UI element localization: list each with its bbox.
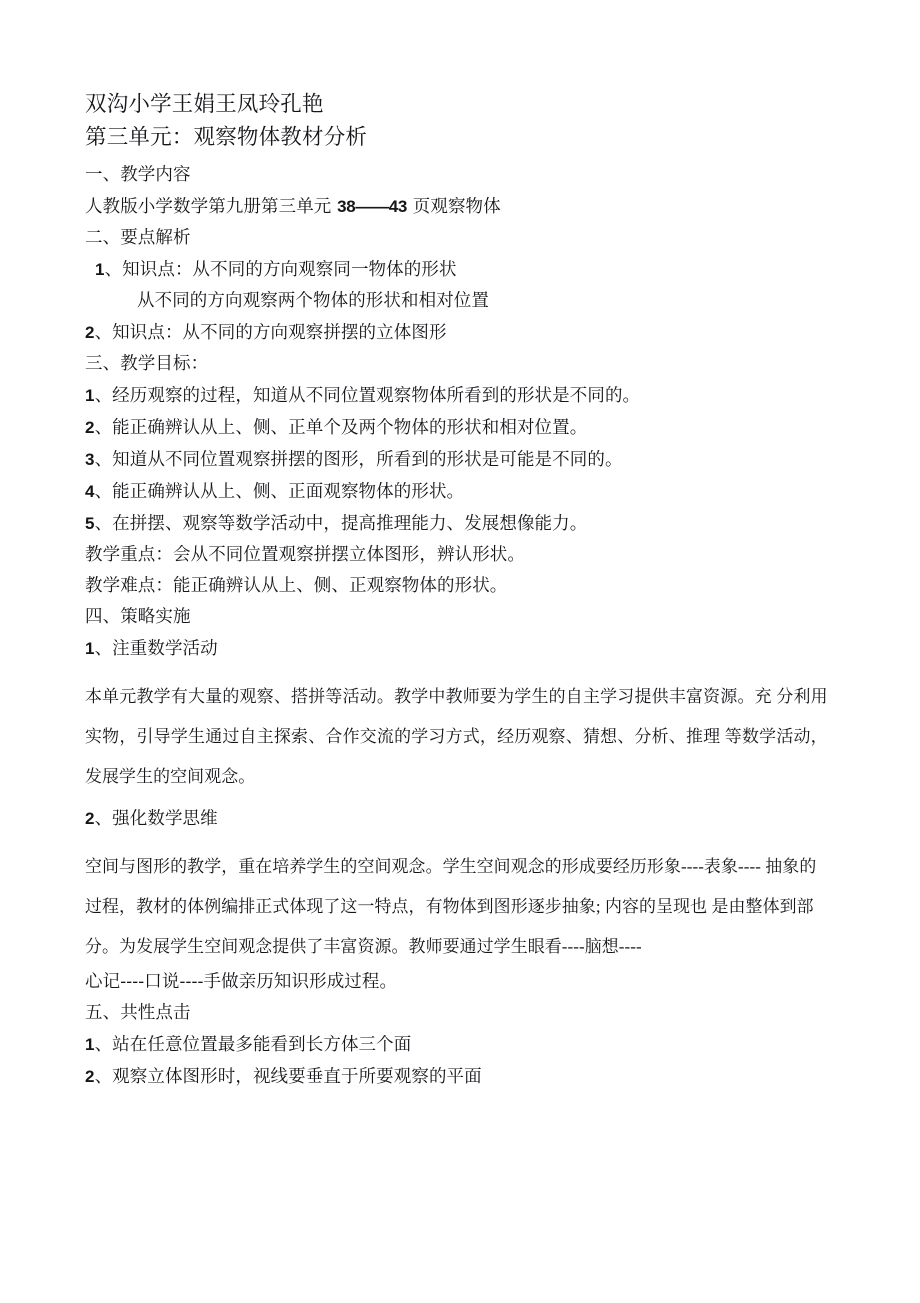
section-1-page-range: 38——43 [337, 197, 408, 216]
section-3-goal-5-number: 5 [85, 514, 95, 533]
section-2-item-1-continuation: 从不同的方向观察两个物体的形状和相对位置 [137, 291, 489, 311]
section-3-goal-5-text: 、在拼摆、观察等数学活动中，提高推理能力、发展想像能力。 [94, 514, 588, 534]
section-4-sub-1-title [85, 633, 841, 665]
section-5-item-1 [85, 1029, 841, 1061]
section-3-goal-4-number: 4 [85, 482, 95, 501]
section-4-sub-1-number: 1 [85, 639, 95, 658]
section-4-sub-2-title [85, 803, 841, 835]
section-5-heading: 五、共性点击 [85, 1003, 191, 1023]
section-3-goal-3-number: 3 [85, 450, 95, 469]
section-3-goal-5 [85, 508, 841, 540]
section-2-item-2-number: 2 [85, 323, 95, 342]
section-5-item-2-text: 、观察立体图形时，视线要垂直于所要观察的平面 [94, 1067, 482, 1087]
section-4-sub-2-text: 、强化数学思维 [94, 809, 218, 829]
section-2-heading: 二、要点解析 [85, 228, 191, 248]
school-and-authors-line: 双沟小学王娟王凤玲孔艳 [85, 92, 324, 117]
section-5-item-1-number: 1 [85, 1035, 95, 1054]
spacer [85, 665, 841, 677]
section-2-item-2-text: 、知识点：从不同的方向观察拼摆的立体图形 [94, 323, 447, 343]
section-1-heading: 一、教学内容 [85, 165, 191, 185]
section-1-content-suffix: 页观察物体 [407, 197, 501, 217]
section-3-goal-3 [85, 444, 841, 476]
section-1-content [85, 191, 841, 223]
section-3-difficult-point: 教学难点：能正确辨认从上、侧、正观察物体的形状。 [85, 576, 508, 596]
section-3-goal-1-number: 1 [85, 386, 95, 405]
section-3-goal-2 [85, 412, 841, 444]
section-3-heading: 三、教学目标： [85, 354, 209, 374]
section-4-paragraph-1: 本单元教学有大量的观察、搭拼等活动。教学中教师要为学生的自主学习提供丰富资源。充 分利用实物，引导学生通过自主探索、合作交流的学习方式，经历观察、猜想、分析、推理 等数学活动，发展学生的空间观念。 [85, 687, 828, 786]
section-3-goal-2-number: 2 [85, 418, 95, 437]
section-2-item-2 [85, 317, 841, 349]
section-1-content-prefix: 人教版小学数学第九册第三单元 [85, 197, 338, 217]
spacer [85, 835, 841, 847]
section-3-goal-2-text: 、能正确辨认从上、侧、正单个及两个物体的形状和相对位置。 [94, 418, 588, 438]
section-5-item-2-number: 2 [85, 1067, 95, 1086]
section-5-item-2 [85, 1061, 841, 1093]
section-3-key-point: 教学重点：会从不同位置观察拼摆立体图形，辨认形状。 [85, 545, 525, 565]
section-2-item-1 [85, 254, 841, 286]
section-4-heading: 四、策略实施 [85, 607, 191, 627]
section-3-goal-4-text: 、能正确辨认从上、侧、正面观察物体的形状。 [94, 482, 465, 502]
section-2-item-1-number: 1 [95, 260, 105, 279]
document-body [85, 88, 841, 1093]
section-4-sub-2-number: 2 [85, 809, 95, 828]
unit-title-line: 第三单元：观察物体教材分析 [85, 125, 368, 150]
section-3-goal-3-text: 、知道从不同位置观察拼摆的图形，所看到的形状是可能是不同的。 [94, 450, 623, 470]
section-3-goal-1 [85, 380, 841, 412]
section-4-paragraph-2-tail: 心记----口说----手做亲历知识形成过程。 [85, 972, 398, 992]
section-4-paragraph-2: 空间与图形的教学，重在培养学生的空间观念。学生空间观念的形成要经历形象----表象---- 抽象的过程，教材的体例编排正式体现了这一特点，有物体到图形逐步抽象; 内容的呈现也 是由整体到部分。为发展学生空间观念提供了丰富资源。教师要通过学生眼看----脑想---- [85, 857, 817, 956]
section-5-item-1-text: 、站在任意位置最多能看到长方体三个面 [94, 1035, 412, 1055]
section-3-goal-1-text: 、经历观察的过程，知道从不同位置观察物体所看到的形状是不同的。 [94, 386, 641, 406]
section-2-item-1-text: 、知识点：从不同的方向观察同一物体的形状 [104, 260, 457, 280]
section-3-goal-4 [85, 476, 841, 508]
section-4-sub-1-text: 、注重数学活动 [94, 639, 218, 659]
